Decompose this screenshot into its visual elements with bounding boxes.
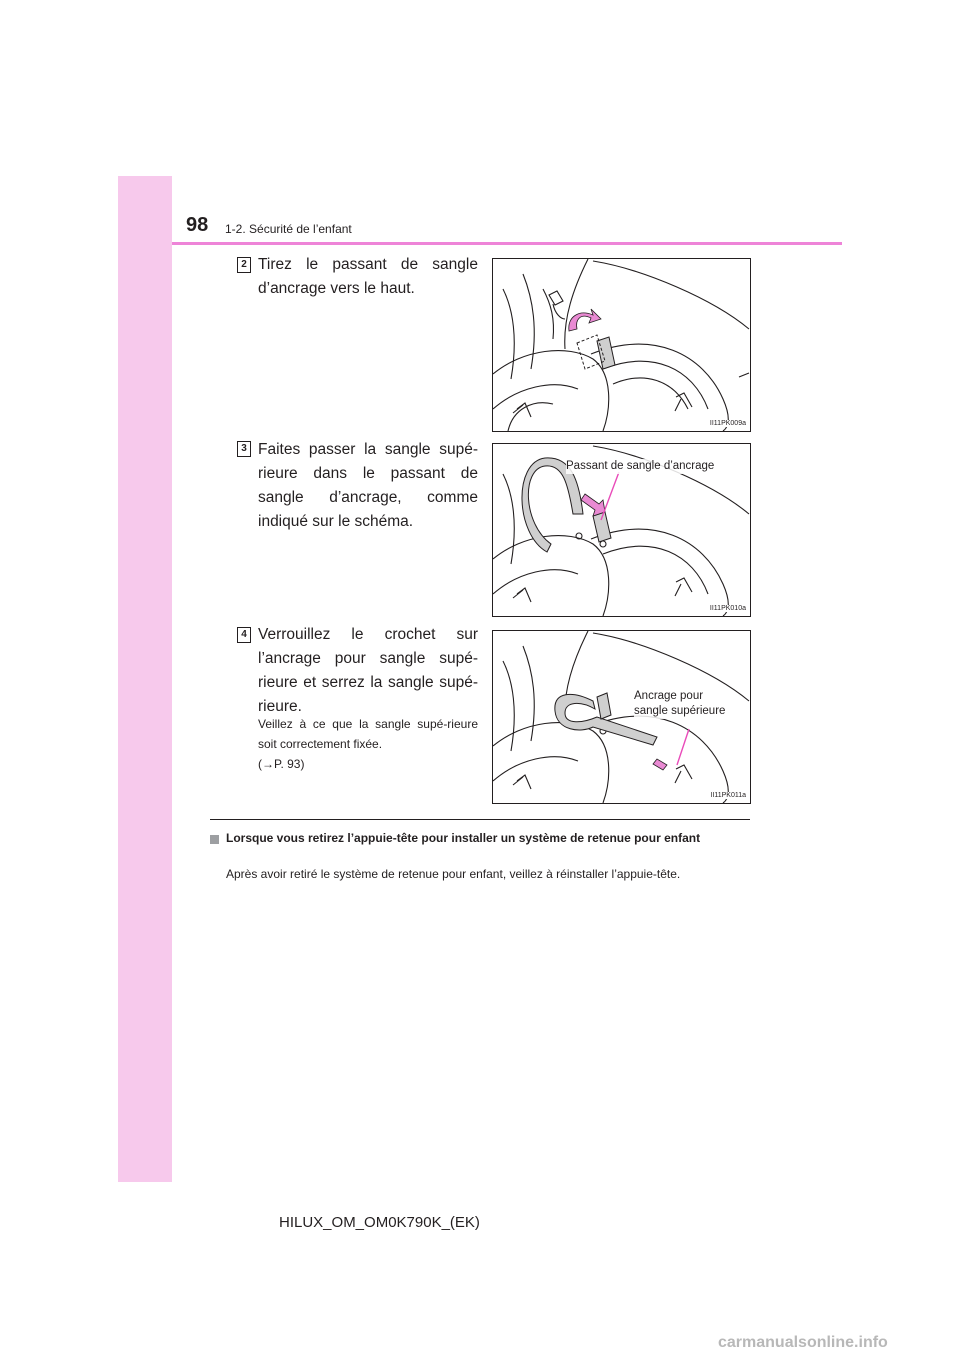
side-tab-band — [118, 176, 172, 1182]
figure-step-4 — [492, 630, 751, 804]
step-4-note: Veillez à ce que la sangle supé-rieure soit correctement fixée. — [258, 717, 478, 751]
manual-code-footer: HILUX_OM_OM0K790K_(EK) — [279, 1214, 480, 1231]
section-divider — [210, 819, 750, 820]
figure-step-3 — [492, 443, 751, 617]
step-number-3: 3 — [237, 441, 251, 457]
step-4-text: Verrouillez le crochet sur l’ancrage pour sangle supé-rieure et serrez la sangle supé-rieure. — [258, 626, 478, 715]
note-body: Après avoir retiré le système de retenue pour enfant, veillez à réinstaller l’appuie-tête. — [226, 867, 681, 881]
figure-step-2 — [492, 258, 751, 432]
callout-line-1: Ancrage pour — [634, 690, 704, 702]
figure-id-step-2: II11PK009a — [709, 420, 746, 427]
step-3-text: Faites passer la sangle supé-rieure dans le passant de sangle d’ancrage, comme indiqué sur le schéma. — [258, 441, 478, 530]
note-bullet-square-icon — [210, 835, 219, 844]
illustration-pull-loop — [493, 259, 750, 431]
step-number-4: 4 — [237, 627, 251, 643]
watermark: carmanualsonline.info — [718, 1334, 888, 1351]
step-4-reference-link[interactable]: (→P. 93) — [258, 757, 305, 771]
figure-id-step-3: II11PK010a — [709, 605, 746, 612]
header-rule — [172, 242, 842, 245]
section-title: 1-2. Sécurité de l’enfant — [225, 222, 352, 236]
callout-anchor-loop: Passant de sangle d’ancrage — [566, 460, 715, 472]
callout-line-2: sangle supérieure — [634, 705, 726, 717]
page-number: 98 — [186, 214, 209, 236]
step-number-2: 2 — [237, 257, 251, 273]
note-heading: Lorsque vous retirez l’appuie-tête pour installer un système de retenue pour enfant — [226, 831, 701, 845]
figure-id-step-4: II11PK011a — [710, 792, 746, 799]
callout-top-tether-anchor — [634, 689, 725, 719]
step-2-text: Tirez le passant de sangle d’ancrage vers le haut. — [258, 256, 478, 297]
